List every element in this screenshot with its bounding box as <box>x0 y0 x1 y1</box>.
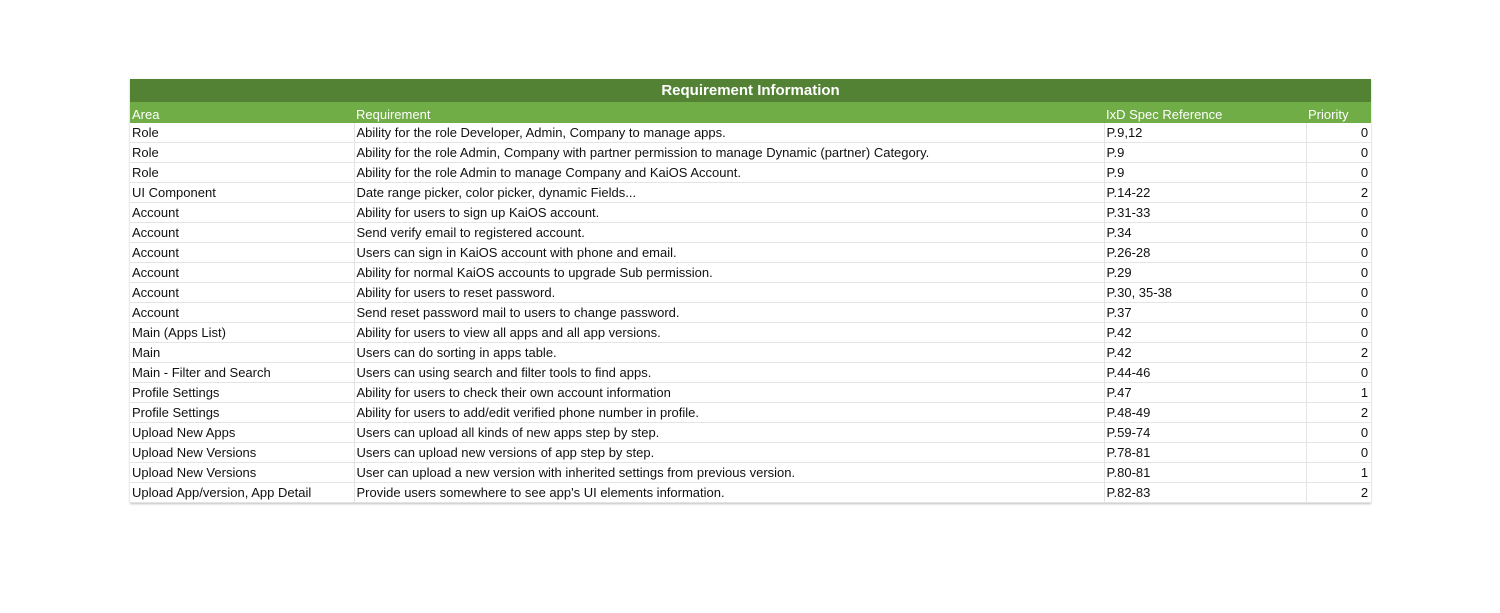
table-row <box>130 223 1371 243</box>
title-row <box>130 79 1371 102</box>
table-title: Requirement Information <box>130 79 1371 102</box>
cell-requirement[interactable]: Ability for normal KaiOS accounts to upgrade Sub permission. <box>354 263 1104 283</box>
requirement-sheet <box>130 79 1371 503</box>
cell-spec-reference[interactable]: P.47 <box>1104 383 1306 403</box>
table-row <box>130 363 1371 383</box>
cell-spec-reference[interactable]: P.9,12 <box>1104 123 1306 143</box>
cell-spec-reference[interactable]: P.82-83 <box>1104 483 1306 503</box>
cell-priority[interactable]: 0 <box>1306 303 1371 323</box>
cell-area[interactable]: Role <box>130 163 354 183</box>
cell-priority[interactable]: 2 <box>1306 403 1371 423</box>
cell-area[interactable]: Upload App/version, App Detail <box>130 483 354 503</box>
cell-priority[interactable]: 1 <box>1306 383 1371 403</box>
header-row <box>130 102 1371 123</box>
cell-requirement[interactable]: Users can do sorting in apps table. <box>354 343 1104 363</box>
cell-spec-reference[interactable]: P.9 <box>1104 143 1306 163</box>
table-row <box>130 303 1371 323</box>
cell-spec-reference[interactable]: P.80-81 <box>1104 463 1306 483</box>
cell-area[interactable]: Upload New Versions <box>130 463 354 483</box>
cell-priority[interactable]: 1 <box>1306 463 1371 483</box>
cell-requirement[interactable]: Send reset password mail to users to change password. <box>354 303 1104 323</box>
cell-requirement[interactable]: Ability for the role Admin to manage Company and KaiOS Account. <box>354 163 1104 183</box>
cell-area[interactable]: Account <box>130 243 354 263</box>
cell-requirement[interactable]: Provide users somewhere to see app's UI elements information. <box>354 483 1104 503</box>
cell-requirement[interactable]: Ability for the role Admin, Company with partner permission to manage Dynamic (partner) Category. <box>354 143 1104 163</box>
cell-area[interactable]: Account <box>130 263 354 283</box>
table-row <box>130 243 1371 263</box>
cell-spec-reference[interactable]: P.37 <box>1104 303 1306 323</box>
table-row <box>130 483 1371 503</box>
header-area[interactable]: Area <box>130 102 354 123</box>
cell-priority[interactable]: 0 <box>1306 363 1371 383</box>
cell-area[interactable]: Account <box>130 223 354 243</box>
cell-area[interactable]: Role <box>130 123 354 143</box>
cell-priority[interactable]: 0 <box>1306 443 1371 463</box>
table-row <box>130 423 1371 443</box>
table-row <box>130 143 1371 163</box>
cell-area[interactable]: Main (Apps List) <box>130 323 354 343</box>
cell-requirement[interactable]: Send verify email to registered account. <box>354 223 1104 243</box>
table-row <box>130 203 1371 223</box>
cell-area[interactable]: Role <box>130 143 354 163</box>
table-row <box>130 163 1371 183</box>
cell-priority[interactable]: 0 <box>1306 283 1371 303</box>
cell-area[interactable]: Profile Settings <box>130 403 354 423</box>
cell-spec-reference[interactable]: P.78-81 <box>1104 443 1306 463</box>
cell-requirement[interactable]: Ability for users to view all apps and all app versions. <box>354 323 1104 343</box>
cell-priority[interactable]: 2 <box>1306 343 1371 363</box>
cell-area[interactable]: Main <box>130 343 354 363</box>
cell-area[interactable]: Account <box>130 283 354 303</box>
cell-priority[interactable]: 0 <box>1306 243 1371 263</box>
table-row <box>130 283 1371 303</box>
cell-spec-reference[interactable]: P.42 <box>1104 323 1306 343</box>
cell-priority[interactable]: 0 <box>1306 223 1371 243</box>
cell-priority[interactable]: 0 <box>1306 163 1371 183</box>
cell-area[interactable]: UI Component <box>130 183 354 203</box>
cell-requirement[interactable]: Users can upload new versions of app step by step. <box>354 443 1104 463</box>
table-row <box>130 343 1371 363</box>
cell-spec-reference[interactable]: P.9 <box>1104 163 1306 183</box>
table-row <box>130 383 1371 403</box>
cell-area[interactable]: Main - Filter and Search <box>130 363 354 383</box>
cell-requirement[interactable]: Ability for users to add/edit verified phone number in profile. <box>354 403 1104 423</box>
cell-requirement[interactable]: Ability for users to sign up KaiOS account. <box>354 203 1104 223</box>
cell-priority[interactable]: 0 <box>1306 143 1371 163</box>
header-spec-reference[interactable]: IxD Spec Reference <box>1104 102 1306 123</box>
cell-requirement[interactable]: Users can upload all kinds of new apps step by step. <box>354 423 1104 443</box>
cell-spec-reference[interactable]: P.42 <box>1104 343 1306 363</box>
cell-priority[interactable]: 2 <box>1306 483 1371 503</box>
cell-priority[interactable]: 0 <box>1306 123 1371 143</box>
table-row <box>130 183 1371 203</box>
cell-requirement[interactable]: Users can using search and filter tools to find apps. <box>354 363 1104 383</box>
cell-priority[interactable]: 0 <box>1306 263 1371 283</box>
cell-spec-reference[interactable]: P.26-28 <box>1104 243 1306 263</box>
header-priority[interactable]: Priority <box>1306 102 1371 123</box>
table-row <box>130 263 1371 283</box>
cell-area[interactable]: Upload New Versions <box>130 443 354 463</box>
table-body <box>130 123 1371 503</box>
cell-spec-reference[interactable]: P.34 <box>1104 223 1306 243</box>
cell-area[interactable]: Account <box>130 203 354 223</box>
cell-priority[interactable]: 0 <box>1306 203 1371 223</box>
cell-requirement[interactable]: User can upload a new version with inherited settings from previous version. <box>354 463 1104 483</box>
cell-requirement[interactable]: Date range picker, color picker, dynamic Fields... <box>354 183 1104 203</box>
table-row <box>130 463 1371 483</box>
cell-requirement[interactable]: Ability for users to check their own account information <box>354 383 1104 403</box>
cell-spec-reference[interactable]: P.48-49 <box>1104 403 1306 423</box>
header-requirement[interactable]: Requirement <box>354 102 1104 123</box>
requirement-table <box>130 79 1371 503</box>
cell-requirement[interactable]: Users can sign in KaiOS account with phone and email. <box>354 243 1104 263</box>
table-row <box>130 323 1371 343</box>
cell-spec-reference[interactable]: P.14-22 <box>1104 183 1306 203</box>
cell-requirement[interactable]: Ability for users to reset password. <box>354 283 1104 303</box>
cell-requirement[interactable]: Ability for the role Developer, Admin, Company to manage apps. <box>354 123 1104 143</box>
cell-area[interactable]: Profile Settings <box>130 383 354 403</box>
cell-area[interactable]: Account <box>130 303 354 323</box>
table-row <box>130 403 1371 423</box>
table-row <box>130 123 1371 143</box>
table-row <box>130 443 1371 463</box>
cell-priority[interactable]: 0 <box>1306 323 1371 343</box>
cell-priority[interactable]: 0 <box>1306 423 1371 443</box>
cell-spec-reference[interactable]: P.31-33 <box>1104 203 1306 223</box>
cell-area[interactable]: Upload New Apps <box>130 423 354 443</box>
cell-spec-reference[interactable]: P.30, 35-38 <box>1104 283 1306 303</box>
cell-spec-reference[interactable]: P.29 <box>1104 263 1306 283</box>
cell-spec-reference[interactable]: P.59-74 <box>1104 423 1306 443</box>
cell-priority[interactable]: 2 <box>1306 183 1371 203</box>
cell-spec-reference[interactable]: P.44-46 <box>1104 363 1306 383</box>
